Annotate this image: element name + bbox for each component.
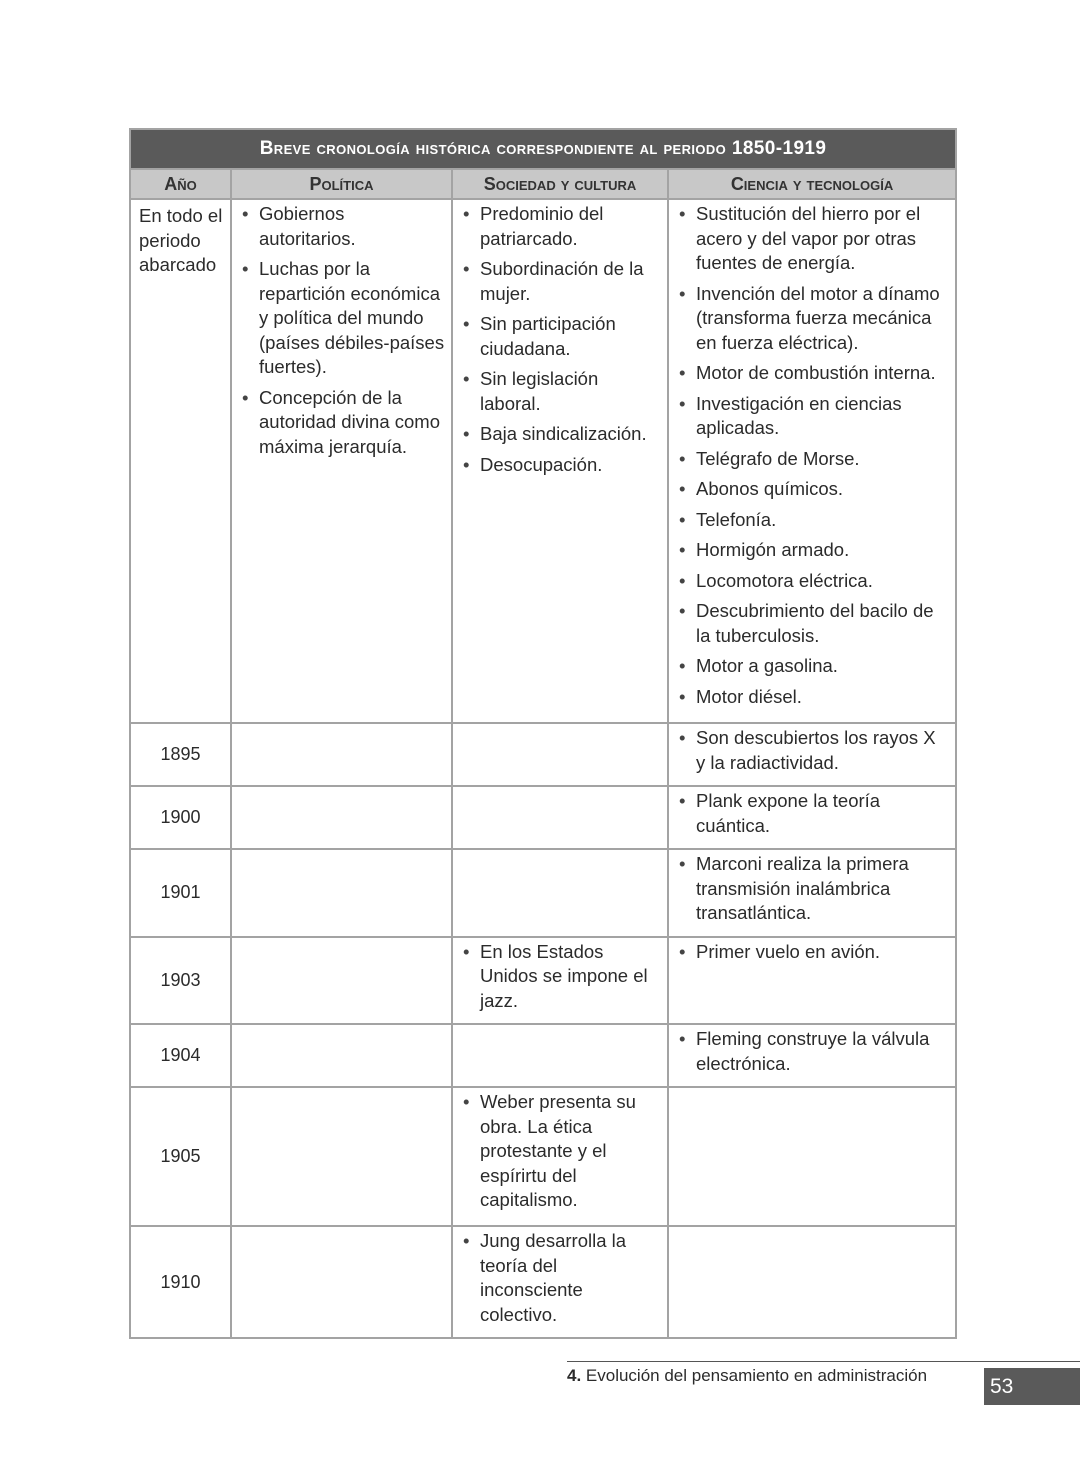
year-cell: 1900 bbox=[130, 786, 231, 849]
table-row bbox=[130, 937, 956, 1025]
table-row bbox=[130, 1226, 956, 1338]
sociedad-cell bbox=[452, 937, 668, 1025]
footer-chapter bbox=[567, 1366, 927, 1386]
ciencia-cell bbox=[668, 723, 956, 786]
politica-cell bbox=[231, 786, 452, 849]
footer-rule bbox=[567, 1361, 1080, 1362]
year-cell: 1895 bbox=[130, 723, 231, 786]
table-title-bar bbox=[130, 129, 956, 169]
list-item: • Baja sindicalización. bbox=[459, 422, 661, 447]
sociedad-list bbox=[459, 1229, 661, 1327]
list-item: • Telefonía. bbox=[675, 508, 949, 533]
sociedad-cell bbox=[452, 199, 668, 723]
politica-cell bbox=[231, 1226, 452, 1338]
list-item: • Investigación en ciencias aplicadas. bbox=[675, 392, 949, 441]
column-header-sociedad: Sociedad y cultura bbox=[452, 169, 668, 199]
sociedad-list bbox=[459, 940, 661, 1014]
list-item: • Gobiernos autoritarios. bbox=[238, 202, 445, 251]
list-item: • Motor diésel. bbox=[675, 685, 949, 710]
table-row bbox=[130, 1024, 956, 1087]
list-item: • Desocupación. bbox=[459, 453, 661, 478]
sociedad-cell bbox=[452, 849, 668, 937]
ciencia-list bbox=[675, 789, 949, 838]
list-item: • Fleming construye la válvula electrónica. bbox=[675, 1027, 949, 1076]
politica-cell bbox=[231, 849, 452, 937]
ciencia-cell bbox=[668, 786, 956, 849]
sociedad-list bbox=[459, 1090, 661, 1213]
ciencia-cell bbox=[668, 1087, 956, 1226]
sociedad-list bbox=[459, 202, 661, 477]
year-cell: 1905 bbox=[130, 1087, 231, 1226]
table-row bbox=[130, 786, 956, 849]
list-item: • Sin legislación laboral. bbox=[459, 367, 661, 416]
list-item: • Predominio del patriarcado. bbox=[459, 202, 661, 251]
sociedad-cell bbox=[452, 1226, 668, 1338]
list-item: • Motor a gasolina. bbox=[675, 654, 949, 679]
table-row bbox=[130, 1087, 956, 1226]
ciencia-cell bbox=[668, 1226, 956, 1338]
footer-chapter-number: 4. bbox=[567, 1366, 582, 1385]
column-header-year: Año bbox=[130, 169, 231, 199]
list-item: • Son descubiertos los rayos X y la radiactividad. bbox=[675, 726, 949, 775]
politica-cell bbox=[231, 1087, 452, 1226]
list-item: • Sustitución del hierro por el acero y del vapor por otras fuentes de energía. bbox=[675, 202, 949, 276]
column-header-politica: Política bbox=[231, 169, 452, 199]
year-cell: 1901 bbox=[130, 849, 231, 937]
list-item: • En los Estados Unidos se impone el jazz. bbox=[459, 940, 661, 1014]
table-row bbox=[130, 849, 956, 937]
list-item: • Luchas por la repartición económica y política del mundo (países débiles-países fuertes). bbox=[238, 257, 445, 380]
list-item: • Primer vuelo en avión. bbox=[675, 940, 949, 965]
ciencia-cell bbox=[668, 1024, 956, 1087]
list-item: • Concepción de la autoridad divina como máxima jerarquía. bbox=[238, 386, 445, 460]
ciencia-cell bbox=[668, 849, 956, 937]
list-item: • Descubrimiento del bacilo de la tuberculosis. bbox=[675, 599, 949, 648]
footer-chapter-title: Evolución del pensamiento en administración bbox=[581, 1366, 928, 1385]
list-item: • Hormigón armado. bbox=[675, 538, 949, 563]
ciencia-list bbox=[675, 940, 949, 965]
list-item: • Motor de combustión interna. bbox=[675, 361, 949, 386]
year-cell: 1903 bbox=[130, 937, 231, 1025]
list-item: • Telégrafo de Morse. bbox=[675, 447, 949, 472]
ciencia-list bbox=[675, 1027, 949, 1076]
politica-list bbox=[238, 202, 445, 459]
list-item: • Locomotora eléctrica. bbox=[675, 569, 949, 594]
sociedad-cell bbox=[452, 1087, 668, 1226]
list-item: • Sin participación ciudadana. bbox=[459, 312, 661, 361]
list-item: • Marconi realiza la primera transmisión inalámbrica transatlántica. bbox=[675, 852, 949, 926]
page-number-box bbox=[984, 1368, 1080, 1405]
politica-cell bbox=[231, 1024, 452, 1087]
list-item: • Jung desarrolla la teoría del inconsciente colectivo. bbox=[459, 1229, 661, 1327]
page-number: 53 bbox=[990, 1375, 1014, 1398]
ciencia-cell bbox=[668, 199, 956, 723]
year-cell: 1910 bbox=[130, 1226, 231, 1338]
ciencia-cell bbox=[668, 937, 956, 1025]
ciencia-list bbox=[675, 852, 949, 926]
table-title: Breve cronología histórica correspondiente al periodo 1850-1919 bbox=[259, 138, 827, 159]
sociedad-cell bbox=[452, 723, 668, 786]
sociedad-cell bbox=[452, 786, 668, 849]
year-cell: En todo el periodo abarcado bbox=[130, 199, 231, 723]
sociedad-cell bbox=[452, 1024, 668, 1087]
list-item: • Abonos químicos. bbox=[675, 477, 949, 502]
ciencia-list bbox=[675, 726, 949, 775]
politica-cell bbox=[231, 199, 452, 723]
chronology-table bbox=[129, 128, 957, 1339]
table-row bbox=[130, 199, 956, 723]
column-header-ciencia: Ciencia y tecnología bbox=[668, 169, 956, 199]
table-row bbox=[130, 723, 956, 786]
list-item: • Weber presenta su obra. La ética protestante y el espírirtu del capitalismo. bbox=[459, 1090, 661, 1213]
list-item: • Plank expone la teoría cuántica. bbox=[675, 789, 949, 838]
year-cell: 1904 bbox=[130, 1024, 231, 1087]
table-body bbox=[130, 199, 956, 1338]
politica-cell bbox=[231, 723, 452, 786]
politica-cell bbox=[231, 937, 452, 1025]
list-item: • Invención del motor a dínamo (transforma fuerza mecánica en fuerza eléctrica). bbox=[675, 282, 949, 356]
column-header-row bbox=[130, 169, 956, 199]
list-item: • Subordinación de la mujer. bbox=[459, 257, 661, 306]
ciencia-list bbox=[675, 202, 949, 709]
